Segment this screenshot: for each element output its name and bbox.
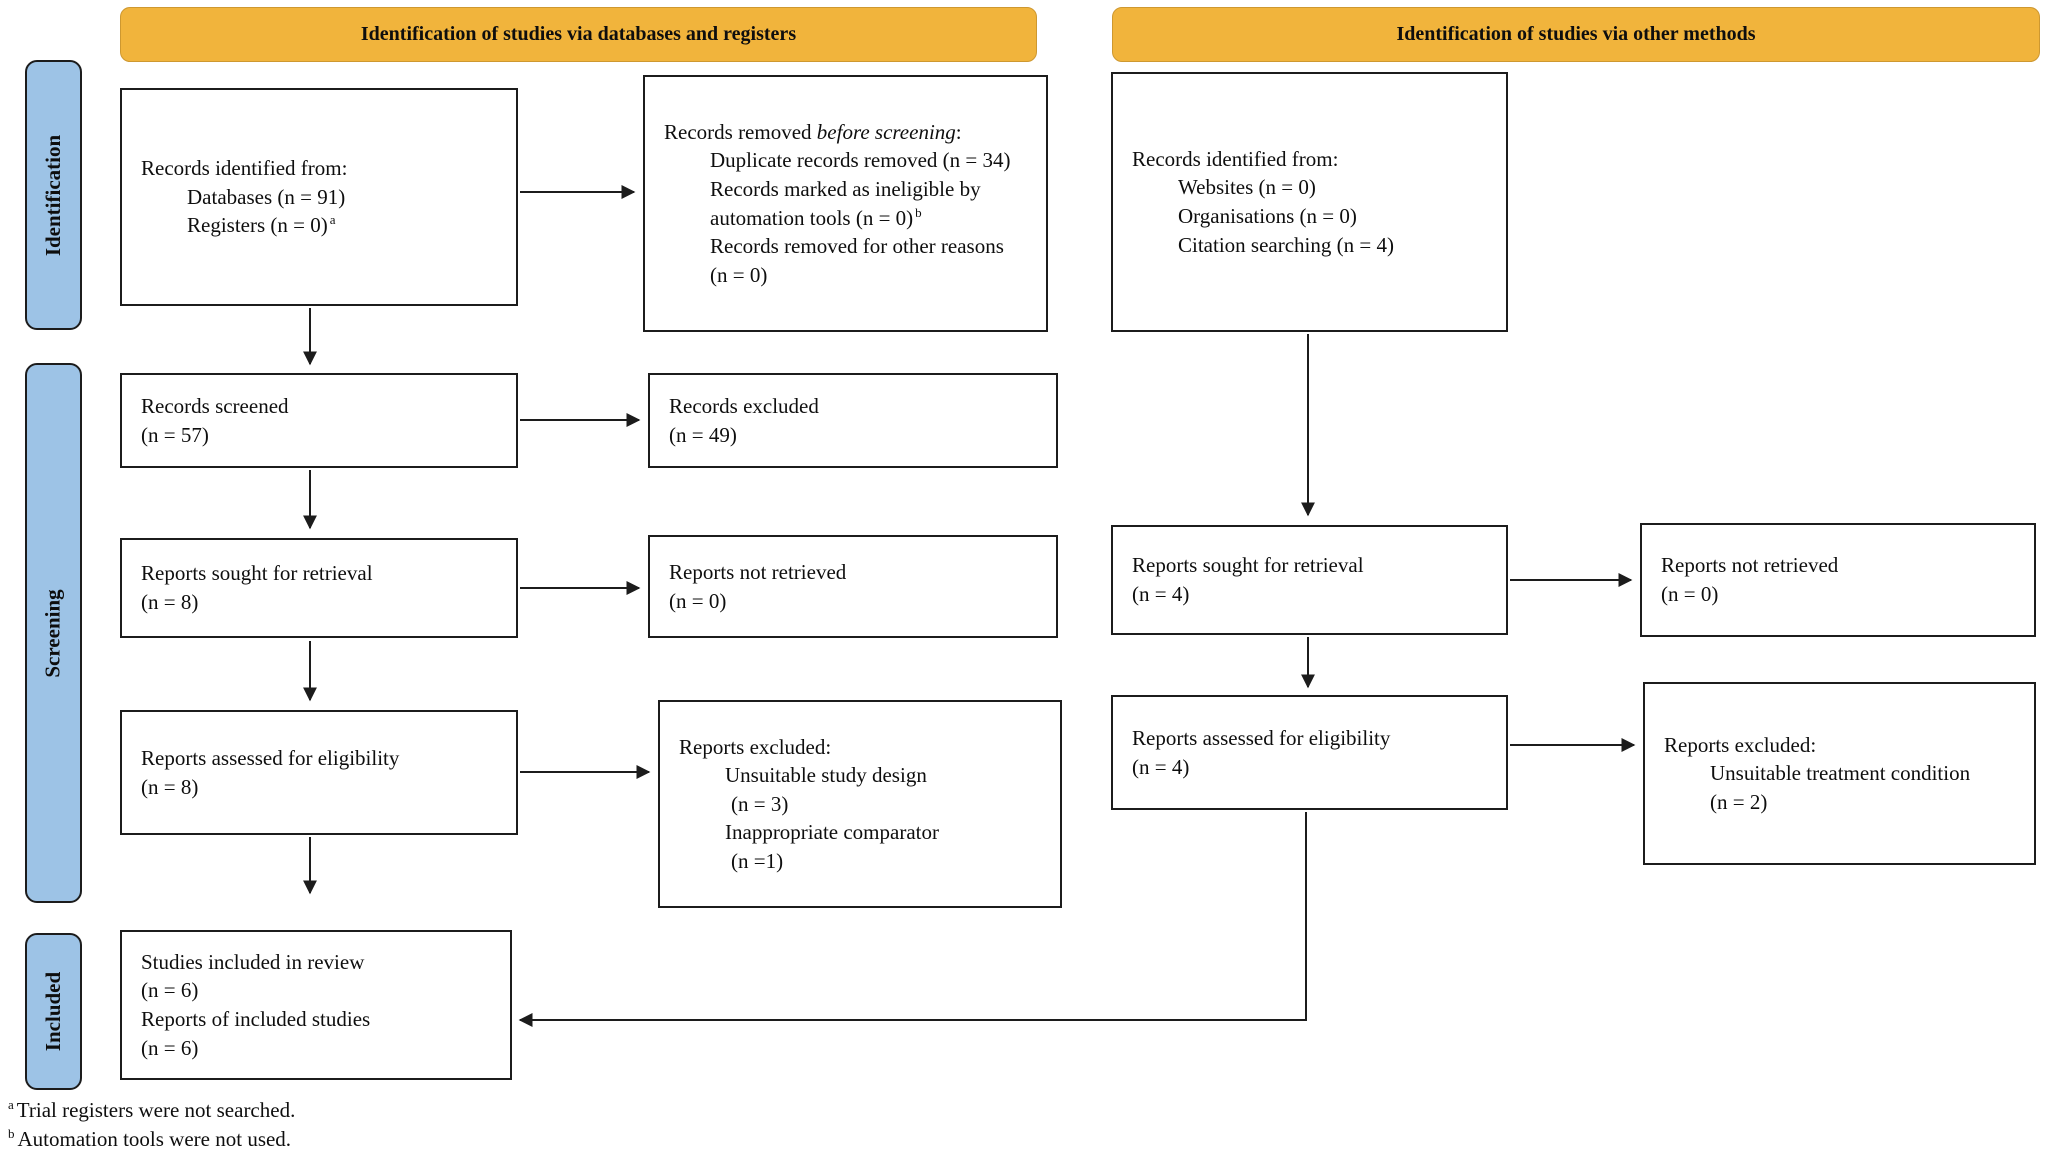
box-records-screened (120, 373, 518, 468)
inappropriate-comparator-count: (n =1) (731, 848, 784, 873)
stage-screening (25, 363, 82, 903)
count: (n = 4) (1132, 582, 1190, 606)
automation-ineligible-line (710, 175, 1020, 232)
banner-other-methods (1112, 7, 2040, 62)
websites-count: Websites (n = 0) (1178, 175, 1316, 200)
banner-databases-registers (120, 7, 1037, 62)
databases-count: Databases (n = 91) (187, 184, 346, 209)
box-records-removed-before-screening (643, 75, 1048, 332)
count: (n = 57) (141, 422, 209, 447)
stage-identification (25, 60, 82, 330)
count: (n = 49) (669, 422, 737, 447)
footnote-b (8, 1125, 295, 1154)
count: (n = 8) (141, 590, 199, 614)
count: (n = 8) (141, 774, 199, 799)
banner-right-label: Identification of studies via other methods (1396, 23, 1756, 45)
title-italic: before screening (816, 119, 956, 144)
footnote-b-marker: b (915, 204, 922, 220)
box-title: Reports assessed for eligibility (1132, 725, 1391, 750)
stage-included-label: Included (41, 971, 65, 1052)
box-title: Reports excluded: (1664, 732, 1817, 757)
box-title: Records screened (141, 393, 289, 418)
box-title: Reports assessed for eligibility (141, 745, 400, 770)
box-title: Reports not retrieved (669, 559, 847, 584)
count: (n = 0) (1661, 582, 1719, 606)
unsuitable-treatment-count: (n = 2) (1710, 789, 1768, 814)
footnote-b-text: Automation tools were not used. (17, 1126, 292, 1151)
box-title: Reports sought for retrieval (1132, 553, 1364, 578)
box-reports-assessed-databases (120, 710, 518, 835)
box-title: Reports excluded: (679, 734, 832, 759)
box-reports-sought-other (1111, 525, 1508, 635)
registers-count-line (187, 211, 490, 240)
box-reports-not-retrieved-databases (648, 535, 1058, 638)
box-reports-assessed-other (1111, 695, 1508, 810)
studies-included-count: (n = 6) (141, 978, 199, 1003)
box-studies-included (120, 930, 512, 1080)
box-records-identified-other (1111, 72, 1508, 332)
citation-searching-count: Citation searching (n = 4) (1178, 232, 1394, 257)
footnote-a-marker: a (329, 212, 336, 228)
box-records-identified-databases (120, 88, 518, 306)
footnote-a-text: Trial registers were not searched. (16, 1098, 296, 1122)
box-title: Reports not retrieved (1661, 553, 1839, 578)
footnote-a-marker: a (8, 1097, 14, 1112)
box-records-excluded (648, 373, 1058, 468)
box-reports-excluded-other (1643, 682, 2036, 865)
box-reports-sought-databases (120, 538, 518, 638)
inappropriate-comparator-label: Inappropriate comparator (725, 820, 939, 845)
box-title: Records identified from: (1132, 146, 1339, 171)
other-reasons-count: Records removed for other reasons (n = 0) (710, 234, 1004, 287)
banner-left-label: Identification of studies via databases and registers (360, 23, 797, 45)
unsuitable-design-label: Unsuitable study design (725, 763, 927, 788)
unsuitable-design-count: (n = 3) (731, 791, 789, 816)
reports-included-count: (n = 6) (141, 1035, 199, 1060)
footnotes (8, 1096, 295, 1154)
footnote-a (8, 1096, 295, 1125)
unsuitable-treatment-label: Unsuitable treatment condition (1710, 761, 1971, 786)
box-reports-excluded-databases (658, 700, 1062, 908)
box-title: Reports sought for retrieval (141, 561, 373, 586)
footnote-b-marker: b (8, 1125, 15, 1141)
registers-count: Registers (n = 0) (187, 213, 328, 238)
duplicates-removed-count: Duplicate records removed (n = 34) (710, 148, 1011, 173)
title-prefix: Records removed (664, 119, 817, 144)
count: (n = 0) (669, 588, 727, 613)
box-reports-not-retrieved-other (1640, 523, 2036, 637)
stage-screening-label: Screening (41, 588, 65, 678)
reports-included-label: Reports of included studies (141, 1007, 371, 1031)
box-title: Records identified from: (141, 156, 348, 181)
stage-identification-label: Identification (41, 134, 65, 256)
box-title: Records excluded (669, 393, 819, 418)
title-suffix: : (955, 119, 962, 144)
box-title (664, 118, 1020, 147)
studies-included-label: Studies included in review (141, 949, 365, 974)
count: (n = 4) (1132, 754, 1190, 779)
stage-included (25, 933, 82, 1090)
organisations-count: Organisations (n = 0) (1178, 204, 1357, 228)
automation-ineligible-count: Records marked as ineligible by automation tools (n = 0) (710, 176, 981, 230)
